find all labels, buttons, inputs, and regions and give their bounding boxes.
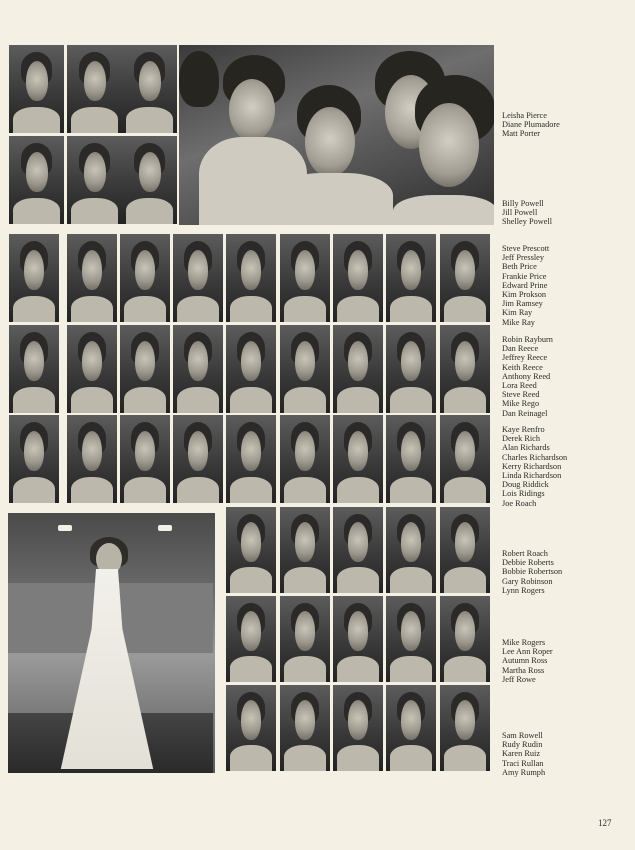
student-name: Martha Ross xyxy=(502,665,545,675)
student-portrait xyxy=(440,507,490,593)
student-portrait xyxy=(67,325,117,413)
student-name: Doug Riddick xyxy=(502,480,549,490)
student-name: Matt Porter xyxy=(502,129,541,139)
student-name: Mike Ray xyxy=(502,317,535,327)
student-portrait xyxy=(280,685,330,771)
student-name: Amy Rumph xyxy=(502,767,546,777)
student-portrait xyxy=(280,596,330,682)
student-name: Steve Reed xyxy=(502,390,540,400)
student-portrait xyxy=(386,234,436,322)
name-list xyxy=(502,731,545,777)
student-name: Derek Rich xyxy=(502,434,541,444)
student-name: Jeff Pressley xyxy=(502,253,545,263)
student-portrait xyxy=(386,596,436,682)
student-name: Debbie Roberts xyxy=(502,558,554,568)
student-name: Jeffrey Reece xyxy=(502,353,548,363)
student-name: Mike Rego xyxy=(502,399,540,409)
stage-gown-photo xyxy=(8,513,215,773)
student-portrait xyxy=(440,234,490,322)
student-name: Kim Ray xyxy=(502,308,533,318)
student-portrait xyxy=(173,234,223,322)
page-number: 127 xyxy=(598,818,612,828)
name-list xyxy=(502,244,549,327)
student-name: Kim Prokson xyxy=(502,290,547,300)
student-name: Diane Plumadore xyxy=(502,120,560,130)
student-portrait xyxy=(122,45,177,133)
student-name: Keith Reece xyxy=(502,362,543,372)
student-portrait xyxy=(9,136,64,224)
student-portrait xyxy=(333,596,383,682)
student-name: Dan Reece xyxy=(502,344,539,354)
student-name: Lee Ann Roper xyxy=(502,647,553,657)
student-name: Leisha Pierce xyxy=(502,111,547,120)
student-portrait xyxy=(120,234,170,322)
student-name: Edward Prine xyxy=(502,280,548,290)
student-name: Beth Price xyxy=(502,262,537,272)
student-portrait xyxy=(120,415,170,503)
student-portrait xyxy=(280,325,330,413)
student-portrait xyxy=(440,325,490,413)
student-name: Mike Rogers xyxy=(502,638,546,647)
student-portrait xyxy=(226,685,276,771)
student-name: Traci Rullan xyxy=(502,758,544,768)
student-portrait xyxy=(67,234,117,322)
student-name: Lynn Rogers xyxy=(502,585,545,595)
student-name: Gary Robinson xyxy=(502,576,553,586)
student-name: Linda Richardson xyxy=(502,471,562,481)
student-portrait xyxy=(226,596,276,682)
student-portrait xyxy=(333,325,383,413)
student-name: Karen Ruiz xyxy=(502,749,541,759)
student-name: Robert Roach xyxy=(502,549,548,558)
student-portrait xyxy=(440,685,490,771)
student-portrait xyxy=(226,415,276,503)
student-portrait xyxy=(67,415,117,503)
student-portrait xyxy=(440,415,490,503)
student-portrait xyxy=(440,596,490,682)
student-portrait xyxy=(173,325,223,413)
student-name: Anthony Reed xyxy=(502,371,551,381)
name-list xyxy=(502,425,567,508)
student-portrait xyxy=(9,45,64,133)
student-portrait xyxy=(120,325,170,413)
student-name: Autumn Ross xyxy=(502,656,548,666)
name-list xyxy=(502,111,560,139)
student-name: Billy Powell xyxy=(502,199,544,208)
student-name: Lois Ridings xyxy=(502,489,545,499)
student-portrait xyxy=(333,234,383,322)
student-portrait xyxy=(9,325,59,413)
student-portrait xyxy=(333,415,383,503)
student-portrait xyxy=(173,415,223,503)
student-name: Jim Ramsey xyxy=(502,299,543,309)
student-name: Alan Richards xyxy=(502,443,550,453)
name-list xyxy=(502,199,552,227)
student-portrait xyxy=(226,507,276,593)
student-name: Dan Reinagel xyxy=(502,408,548,418)
student-portrait xyxy=(9,234,59,322)
student-name: Jeff Rowe xyxy=(502,674,536,684)
student-portrait xyxy=(226,234,276,322)
student-portrait xyxy=(333,685,383,771)
student-portrait xyxy=(280,507,330,593)
student-name: Joe Roach xyxy=(502,498,537,508)
student-portrait xyxy=(280,234,330,322)
student-portrait xyxy=(386,325,436,413)
student-portrait xyxy=(386,507,436,593)
student-portrait xyxy=(67,136,122,224)
student-portrait xyxy=(386,685,436,771)
student-name: Lora Reed xyxy=(502,381,537,391)
student-portrait xyxy=(333,507,383,593)
name-list xyxy=(502,638,553,684)
student-name: Kaye Renfro xyxy=(502,425,545,434)
student-portrait xyxy=(9,415,59,503)
student-name: Shelley Powell xyxy=(502,217,553,227)
student-name: Sam Rowell xyxy=(502,731,543,740)
student-name: Frankie Price xyxy=(502,271,547,281)
student-portrait xyxy=(67,45,122,133)
student-name: Robin Rayburn xyxy=(502,335,553,344)
student-portrait xyxy=(226,325,276,413)
name-list xyxy=(502,335,553,418)
student-portrait xyxy=(122,136,177,224)
student-portrait xyxy=(280,415,330,503)
student-name: Jill Powell xyxy=(502,208,538,218)
student-name: Steve Prescott xyxy=(502,244,550,253)
student-name: Bobbie Robertson xyxy=(502,567,563,577)
candid-group-photo xyxy=(179,45,494,225)
student-name: Charles Richardson xyxy=(502,452,568,462)
student-name: Rudy Rudin xyxy=(502,740,543,750)
student-portrait xyxy=(386,415,436,503)
student-name: Kerry Richardson xyxy=(502,461,562,471)
name-list xyxy=(502,549,562,595)
